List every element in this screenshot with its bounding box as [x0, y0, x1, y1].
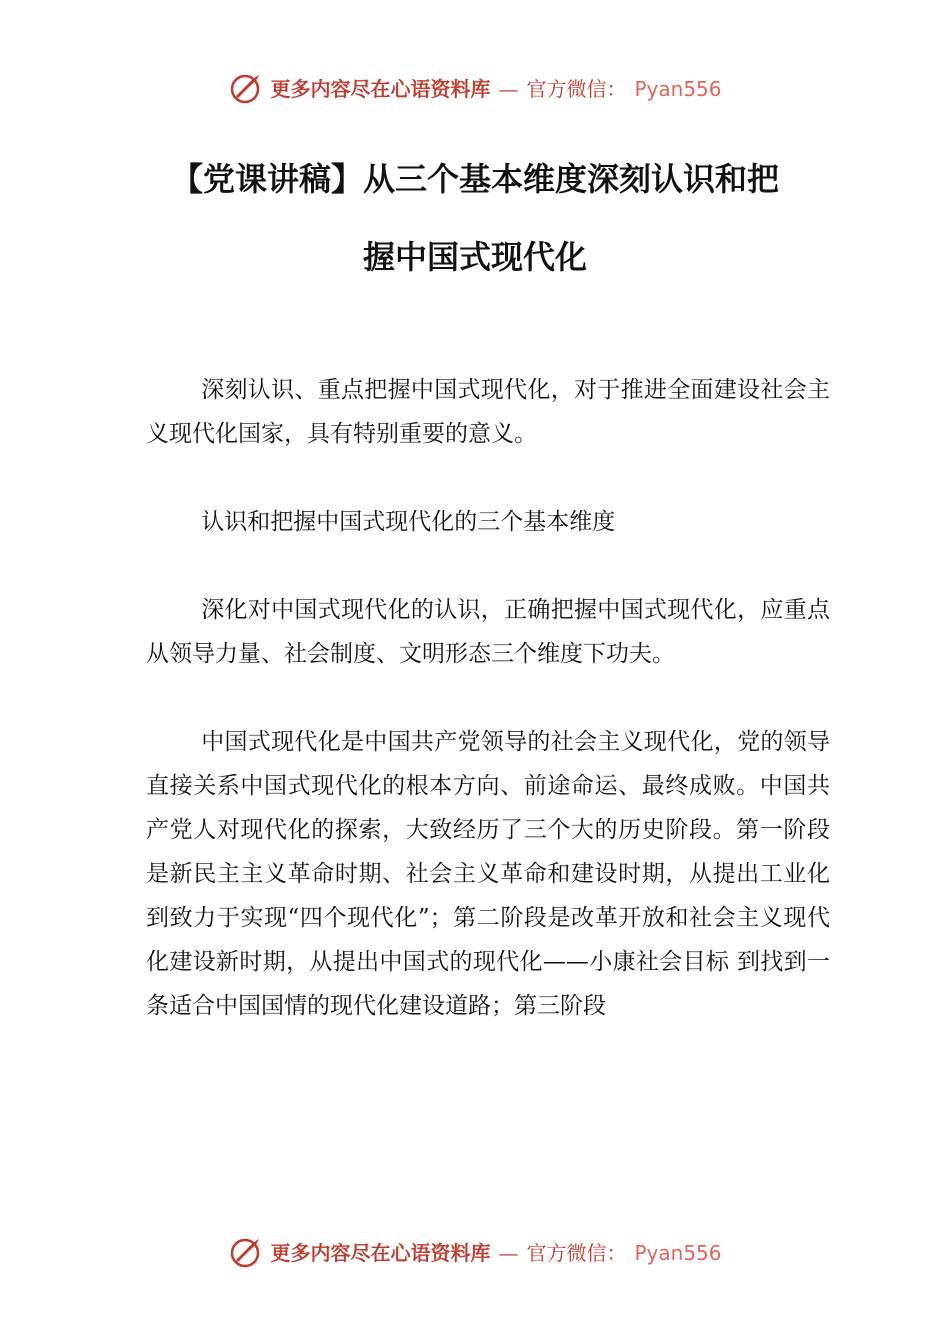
quill-pen-logo-icon: [228, 1236, 262, 1270]
body-paragraph-4: 中国式现代化是中国共产党领导的社会主义现代化，党的领导直接关系中国式现代化的根本方向、前途命运、最终成败。中国共产党人对现代化的探索，大致经历了三个大的历史阶段。第一阶段是新民主主义革命时期、社会主义革命和建设时期，从提出工业化到致力于实现“四个现代化”；第二阶段是改革开放和社会主义现代化建设新时期，从提出中国式的现代化——小康社会目标 到找到一条适合中国国情的现代化建设道路；第三阶段: [146, 729, 830, 1019]
banner-brand-text: 更多内容尽在心语资料库: [270, 77, 491, 101]
footer-banner: [0, 1236, 950, 1270]
banner-wechat-id: Pyan556: [634, 77, 722, 101]
title-line-2: 握中国式现代化: [362, 238, 587, 276]
footer-wechat-id: Pyan556: [634, 1241, 722, 1265]
title-line-1: 【党课讲稿】从三个基本维度深刻认识和把: [170, 160, 779, 198]
document-title: [130, 140, 820, 296]
footer-brand-text: 更多内容尽在心语资料库: [270, 1241, 491, 1265]
header-banner: [0, 72, 950, 106]
body-paragraph-2: 认识和把握中国式现代化的三个基本维度: [201, 509, 616, 535]
footer-separator: —: [498, 1241, 519, 1265]
document-body: [146, 368, 830, 1028]
banner-separator: —: [498, 77, 519, 101]
body-paragraph-1: 深刻认识、重点把握中国式现代化，对于推进全面建设社会主义现代化国家，具有特别重要的意义。: [146, 377, 830, 447]
body-paragraph-3: 深化对中国式现代化的认识，正确把握中国式现代化，应重点从领导力量、社会制度、文明形态三个维度下功夫。: [146, 597, 830, 667]
banner-wechat-label: 官方微信：: [526, 77, 627, 101]
quill-pen-logo-icon: [228, 72, 262, 106]
footer-wechat-label: 官方微信：: [526, 1241, 627, 1265]
